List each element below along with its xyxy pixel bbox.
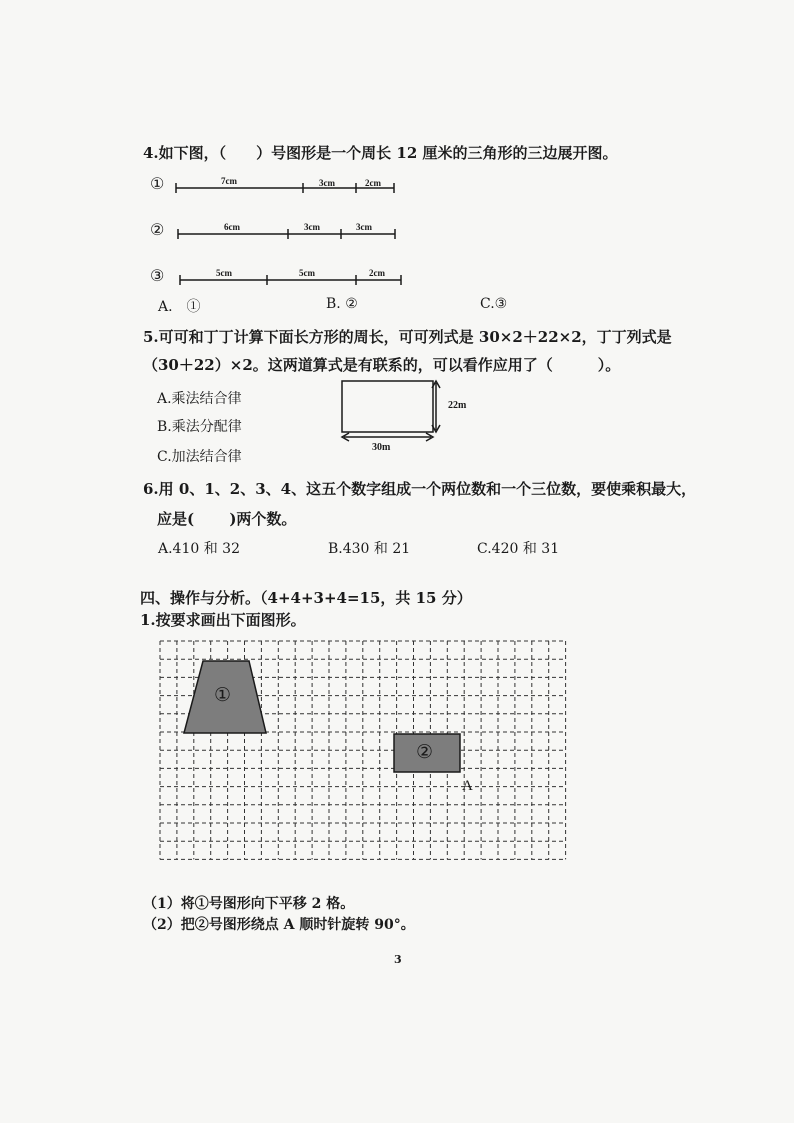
- segment-label: 6cm: [224, 222, 240, 232]
- segment-label: 5cm: [299, 268, 315, 278]
- q6-option-a: A.410 和 32: [158, 541, 240, 557]
- segment-label: 3cm: [356, 222, 372, 232]
- q6-line-2: 应是( )两个数。: [157, 510, 297, 528]
- rect-width-label: 30m: [372, 442, 391, 453]
- q4-option-b: B. ②: [326, 296, 358, 312]
- section-4-heading: 四、操作与分析。（4+4+3+4=15，共 15 分）: [140, 589, 472, 607]
- q5-option-c: C.加法结合律: [157, 449, 242, 465]
- figure-2-number: ②: [150, 220, 165, 239]
- instruction-2: （2）把②号图形绕点 A 顺时针旋转 90°。: [143, 917, 415, 933]
- point-a-label: A: [462, 778, 473, 794]
- segment-label: 5cm: [216, 268, 232, 278]
- q5-line-2: （30＋22）×2。这两道算式是有联系的，可以看作应用了（ ）。: [143, 356, 621, 374]
- shape-1-label: ①: [214, 684, 232, 706]
- q6-option-b: B.430 和 21: [328, 541, 411, 557]
- q5-option-b: B.乘法分配律: [157, 419, 242, 435]
- shape-2-label: ②: [416, 741, 434, 763]
- section-4-q1: 1.按要求画出下面图形。: [140, 611, 306, 629]
- q5-line-1: 5.可可和丁丁计算下面长方形的周长，可可列式是 30×2＋22×2，丁丁列式是: [143, 328, 672, 346]
- page-number: 3: [394, 953, 402, 966]
- segment-label: 3cm: [304, 222, 320, 232]
- segment-label: 3cm: [319, 178, 335, 188]
- figure-3-number: ③: [150, 266, 165, 285]
- q4-stem: 4.如下图，（ ）号图形是一个周长 12 厘米的三角形的三边展开图。: [143, 144, 618, 162]
- figure-1-number: ①: [150, 174, 165, 193]
- instruction-1: （1）将①号图形向下平移 2 格。: [143, 896, 355, 912]
- q5-option-a: A.乘法结合律: [157, 391, 242, 407]
- segment-label: 7cm: [221, 176, 237, 186]
- segment-label: 2cm: [365, 178, 381, 188]
- rect-height-label: 22m: [448, 400, 467, 411]
- q4-option-c: C.③: [480, 296, 508, 312]
- segment-label: 2cm: [369, 268, 385, 278]
- q6-option-c: C.420 和 31: [477, 541, 560, 557]
- q4-option-a: A. ①: [158, 299, 201, 315]
- q6-line-1: 6.用 0、1、2、3、4、这五个数字组成一个两位数和一个三位数，要使乘积最大，: [143, 480, 697, 498]
